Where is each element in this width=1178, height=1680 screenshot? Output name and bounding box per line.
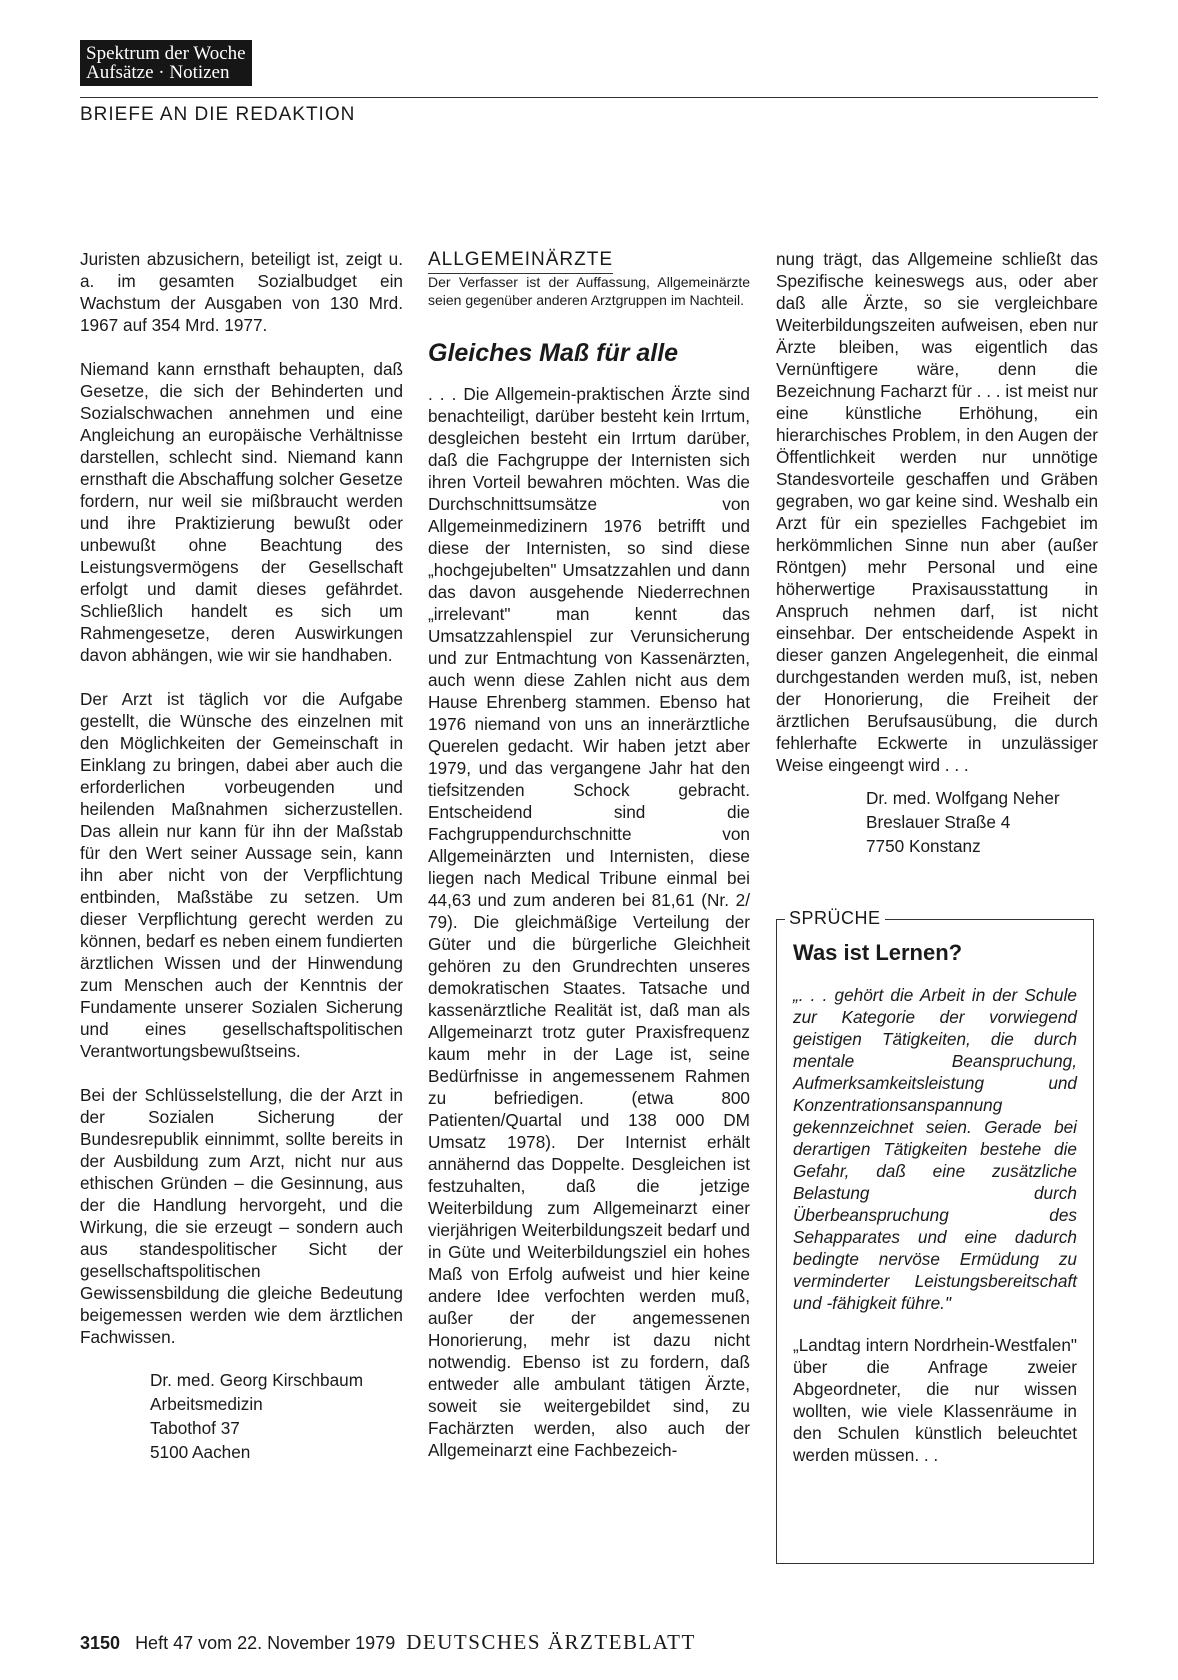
signature-line: Breslauer Straße 4 xyxy=(866,812,1011,832)
section-badge-line2: Aufsätze · Notizen xyxy=(86,62,230,83)
box-body xyxy=(793,984,1077,1466)
rubric: ALLGEMEINÄRZTE xyxy=(428,249,613,274)
column-right xyxy=(776,248,1098,858)
paragraph: Juristen abzusichern, beteiligt ist, zeigt u. a. im gesamten Sozialbudget ein Wachstum der Ausgaben von 130 Mrd. 1967 auf 354 Mrd. 1977. xyxy=(80,249,403,335)
signature-neher xyxy=(866,786,1098,858)
signature-line: Dr. med. Georg Kirschbaum xyxy=(150,1370,364,1390)
abstract: Der Verfasser ist der Auffassung, Allgemeinärzte seien gegenüber anderen Arztgruppen im Nachteil. xyxy=(428,274,750,308)
section-badge xyxy=(80,40,252,86)
signature-line: Arbeitsmedizin xyxy=(150,1394,263,1414)
article-headline: Gleiches Maß für alle xyxy=(428,339,679,367)
paragraph: Der Arzt ist täglich vor die Aufgabe gestellt, die Wünsche des einzelnen mit den Möglichkeiten der Gemeinschaft in Einklang zu bringen, dabei aber auch die erforderlichen vorbeugenden und heilenden Maßnahmen sicherzustellen. Das allein nur kann für ihn der Maßstab für den Wert seiner Aussage sein, kann ihn aber nicht von der Verpflichtung entbinden, Maßstäbe zu setzen. Um dieser Verpflichtung gerecht werden zu können, bedarf es neben einem fundierten ärztlichen Wissen und der Hinwendung zum Menschen auch der Kenntnis der Fundamente unserer Sozialen Sicherung und eines gesellschaftspolitischen Verantwortungsbewußtseins. xyxy=(80,689,403,1061)
header-rule xyxy=(80,97,1098,98)
issue-info: Heft 47 vom 22. November 1979 xyxy=(135,1633,396,1653)
signature-line: Tabothof 37 xyxy=(150,1418,240,1438)
page-number: 3150 xyxy=(80,1633,121,1653)
article-body-continued: nung trägt, das Allgemeine schließt das Spezifische keineswegs aus, oder aber daß alle Ärzte, so sie vergleichbare Weiterbildungszeiten aufweisen, eben nur Ärzte bleiben, was eigentlich das Vernünftigere wäre, denn die Bezeichnung Facharzt für . . . ist meist nur eine künstliche Erhöhung, ein hierarchisches Problem, in den Augen der Öffentlichkeit werden nur unnötige Standesvorteile geschaffen und Gräben gegraben, wo gar keine sind. Weshalb ein Arzt für ein spezielles Fachgebiet im herkömmlichen Sinne nun aber (außer Röntgen) mehr Personal und eine höherwertige Praxisausstattung in Anspruch nehmen darf, ist nicht einsehbar. Der entscheidende Aspekt in dieser ganzen Angelegenheit, die einmal durchgestanden werden muß, ist, neben der Honorierung, die Freiheit der ärztlichen Berufsausübung, die durch fehlerhafte Eckwerte in unzulässiger Weise eingeengt wird . . . xyxy=(776,249,1098,775)
page-footer xyxy=(80,1630,696,1655)
box-title: Was ist Lernen? xyxy=(793,940,963,965)
signature-line: 7750 Konstanz xyxy=(866,836,981,856)
column-left xyxy=(80,248,403,1464)
sprueche-box xyxy=(776,908,1094,1564)
box-label: SPRÜCHE xyxy=(785,908,885,929)
box-source: „Landtag intern Nordrhein-Westfalen" über die Anfrage zweier Abgeordneter, die nur wissen wollten, wie viele Klassenräume in den Schulen künstlich beleuchtet werden müssen. . . xyxy=(793,1335,1077,1465)
paragraph: Niemand kann ernsthaft behaupten, daß Gesetze, die sich der Behinderten und Sozialschwachen annehmen und eine Angleichung an europäische Verhältnisse darstellen, schlecht sind. Niemand kann ernsthaft die Abschaffung solcher Gesetze fordern, nur weil sie mißbraucht werden und ihre Praktizierung bewußt oder unbewußt ohne Beachtung des Leistungsvermögens der Gesellschaft erfolgt und damit dieses gefährdet. Schließlich handelt es sich um Rahmengesetze, deren Auswirkungen davon abhängen, wie wir sie handhaben. xyxy=(80,359,403,665)
paragraph: Bei der Schlüsselstellung, die der Arzt in der Sozialen Sicherung der Bundesrepublik einnimmt, sollte bereits in der Ausbildung zum Arzt, nicht nur aus ethischen Gründen – die Gesinnung, aus der die Handlung hervorgeht, und die Wirkung, die sie erzeugt – sondern auch aus standespolitischer Sicht der gesellschaftspolitischen Gewissensbildung die gleiche Bedeutung beigemessen werden wie dem ärztlichen Fachwissen. xyxy=(80,1085,403,1347)
signature-line: 5100 Aachen xyxy=(150,1442,251,1462)
box-quote: „. . . gehört die Arbeit in der Schule zur Kategorie der vorwiegend geistigen Tätigkeiten, die durch mentale Beanspruchung, Aufmerksamkeitsleistung und Konzentrationsanspannung gekennzeichnet seien. Gerade bei derartigen Tätigkeiten bestehe die Gefahr, daß eine zusätzliche Belastung durch Überbeanspruchung des Sehapparates und eine dadurch bedingte nervöse Ermüdung zu verminderter Leistungsbereitschaft und -fähigkeit führe." xyxy=(793,985,1077,1313)
column-middle xyxy=(428,248,750,1461)
signature-kirschbaum xyxy=(150,1368,403,1464)
section-badge-line1: Spektrum der Woche xyxy=(86,43,246,64)
signature-line: Dr. med. Wolfgang Neher xyxy=(866,788,1060,808)
journal-name: DEUTSCHES ÄRZTEBLATT xyxy=(406,1630,696,1654)
section-title: BRIEFE AN DIE REDAKTION xyxy=(80,104,356,125)
article-body: . . . Die Allgemein-praktischen Ärzte sind benachteiligt, darüber besteht kein Irrtum, desgleichen besteht ein Irrtum darüber, daß die Fachgruppe der Internisten sich ihren Vorteil bewahren möchten. Was die Durchschnittsumsätze von Allgemeinmedizinern 1976 betrifft und diese der Internisten, so sind diese „hochgejubelten" Umsatzzahlen und dann das davon ausgehende Niederrechnen „irrelevant" man kennt das Umsatzzahlenspiel zur Verunsicherung und zur Entmachtung von Kassenärzten, auch wenn diese Zahlen nicht aus dem Hause Ehrenberg stammen. Ebenso hat 1976 niemand von uns an innerärztliche Querelen gedacht. Wir haben jetzt aber 1979, und das vergangene Jahr hat den tiefsitzenden Schock gebracht. Entscheidend sind die Fachgruppendurchschnitte von Allgemeinärzten und Internisten, diese liegen nach Medical Tribune einmal bei 44,63 und zum anderen bei 81,61 (Nr. 2/ 79). Die gleichmäßige Verteilung der Güter und die bürgerliche Gleichheit gehören zu den Grundrechten unseres demokratischen Staates. Tatsache und kassenärztliche Realität ist, daß man als Allgemeinarzt trotz guter Praxisfrequenz kaum mehr in der Lage ist, seine Bedürfnisse in angemessenem Rahmen zu befriedigen. (etwa 800 Patienten/Quartal und 138 000 DM Umsatz 1978). Der Internist erhält annähernd das Doppelte. Desgleichen ist festzuhalten, daß die jetzige Weiterbildung zum Allgemeinarzt einer vierjährigen Weiterbildungszeit bedarf und in Güte und Weiterbildungsziel ein hohes Maß von Erfolg aufweist und hier keine andere Idee verfochten werden muß, außer der der angemessenen Honorierung, mehr ist dazu nicht notwendig. Ebenso ist zu fordern, daß entweder alle ambulant tätigen Ärzte, soweit sie weitergebildet sind, zu Fachärzten werden, also auch der Allgemeinarzt eine Fachbezeich- xyxy=(428,384,750,1460)
